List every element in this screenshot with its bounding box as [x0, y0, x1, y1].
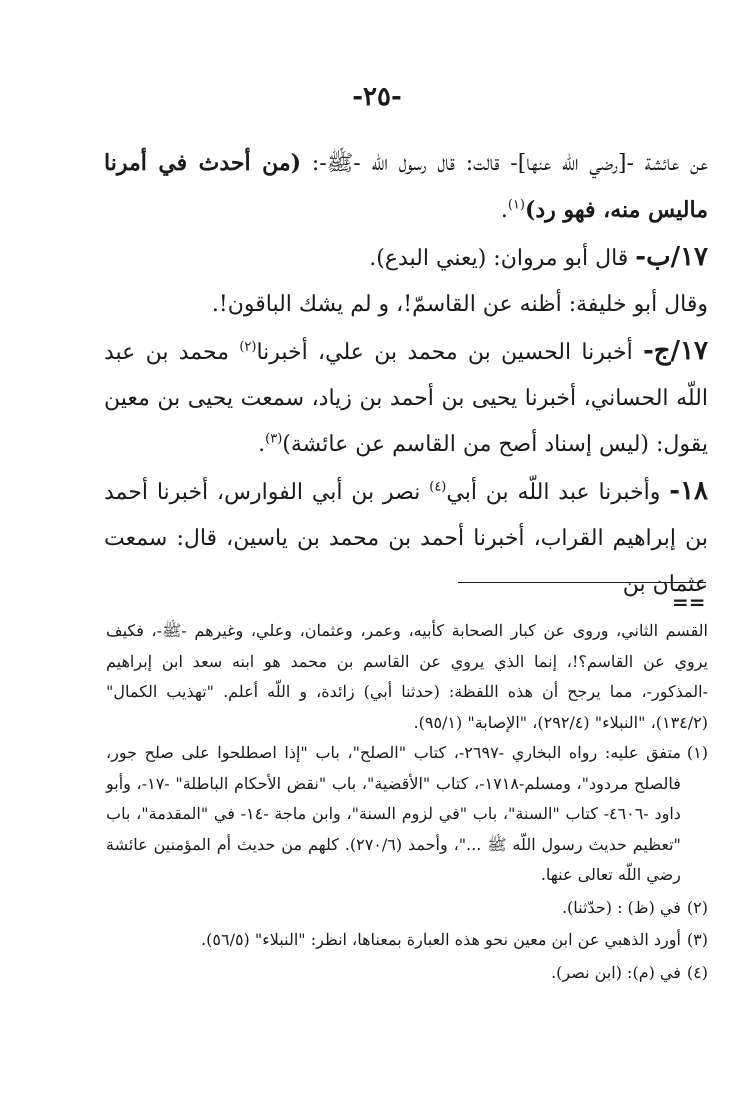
main-text: [104, 140, 708, 608]
footnote-text: أورد الذهبي عن ابن معين نحو هذه العبارة بمعناها، انظر: "النبلاء" (٥٦/٥).: [201, 930, 681, 949]
footnote-text: في (م): (ابن نصر).: [551, 962, 681, 982]
footnote-number: (١): [686, 743, 708, 762]
paragraph-hadith: [104, 140, 708, 234]
paragraph-text: وأخبرنا عبد اللّه بن أبي: [446, 480, 670, 505]
paragraph-text: نصر بن أبي الفوارس، أخبرنا أحمد بن إبراهيم القراب، أخبرنا أحمد بن محمد بن ياسين، قال: سمعت عثمان بن: [104, 480, 708, 597]
item-reference: ١٧/ب-: [635, 242, 708, 272]
footnote-text: متفق عليه: رواه البخاري -٢٦٩٧-، كتاب "الصلح"، باب "إذا اصطلحوا على صلح جور، فالصلح مردود"، ومسلم-١٧١٨-، كتاب "الأقضية"، باب "نقض الأحكام الباطلة" -١٧-، وأبو داود -٤٦٠٦- كتاب "السنة"، باب "في لزوم السنة"، وابن ماجة -١٤- في "المقدمة"، باب "تعظيم حديث رسول اللّه ﷺ ..."، وأحمد (٢٧٠/٦). كلهم من حديث أم المؤمنين عائشة رضي اللّه تعالى عنها.: [106, 743, 681, 884]
footnote-marker: (٤): [429, 479, 447, 495]
footnote-number: (٣): [686, 930, 708, 949]
paragraph-end: .: [500, 198, 508, 223]
footnote-carryover: القسم الثاني، وروى عن كبار الصحابة كأبيه، وعمر، وعثمان، وعلي، وغيرهم -ﷺ-، فكيف يروي عن القاسم؟!، إنما الذي يروي عن القاسم بن محمد هو ابنه سعد ابن إبراهيم -المذكور-، مما يرجح أن هذه اللفظة: (حدثنا أبي) زائدة، و اللّه أعلم. "تهذيب الكمال" (١٣٤/٢)، "النبلاء" (٢٩٢/٤)، "الإصابة" (٩٥/١).: [106, 621, 708, 732]
footnote-number: (٤): [686, 962, 708, 982]
footnotes: [106, 616, 708, 990]
paragraph-17c: [104, 328, 708, 468]
footnote-separator: [458, 582, 706, 583]
item-reference: ١٨-: [669, 476, 708, 506]
hadith-intro: عن عائشة -[رضي اللّه عنها]- قالت: قال رسول اللّه -ﷺ-:: [301, 151, 708, 176]
item-reference: ١٧/ج-: [642, 336, 708, 366]
paragraph-abu-khalifa: [104, 282, 708, 328]
paragraph-text: قال أبو مروان: (يعني البدع).: [369, 246, 636, 271]
footnote-3: [106, 925, 708, 956]
continuation-mark: ==: [672, 590, 706, 614]
footnote-1: [106, 738, 708, 891]
footnote-marker: (١): [507, 197, 525, 213]
paragraph-18: [104, 468, 708, 608]
paragraph-text: وقال أبو خليفة: أظنه عن القاسمّ!، و لم يشك الباقون!.: [211, 292, 708, 317]
footnote-marker: (٢): [239, 339, 257, 355]
footnote-number: (٢): [686, 897, 708, 917]
page-number: -٢٥-: [352, 82, 402, 112]
paragraph-text: أخبرنا الحسين بن محمد بن علي، أخبرنا: [256, 340, 643, 365]
footnote-4: [106, 958, 708, 989]
paragraph-text: محمد بن عبد اللّه الحساني، أخبرنا يحيى بن أحمد بن زياد، سمعت يحيى بن معين يقول: (ليس إسناد أصح من القاسم عن عائشة): [104, 340, 708, 457]
paragraph-end: .: [258, 432, 266, 457]
footnote-marker: (٣): [265, 431, 283, 447]
footnote-text: في (ظ) : (حدّثنا).: [561, 897, 681, 917]
footnote-2: [106, 893, 708, 924]
hadith-text: (من أحدث في أمرنا ماليس منه، فهو رد): [104, 150, 708, 223]
paragraph-17b: [104, 234, 708, 282]
